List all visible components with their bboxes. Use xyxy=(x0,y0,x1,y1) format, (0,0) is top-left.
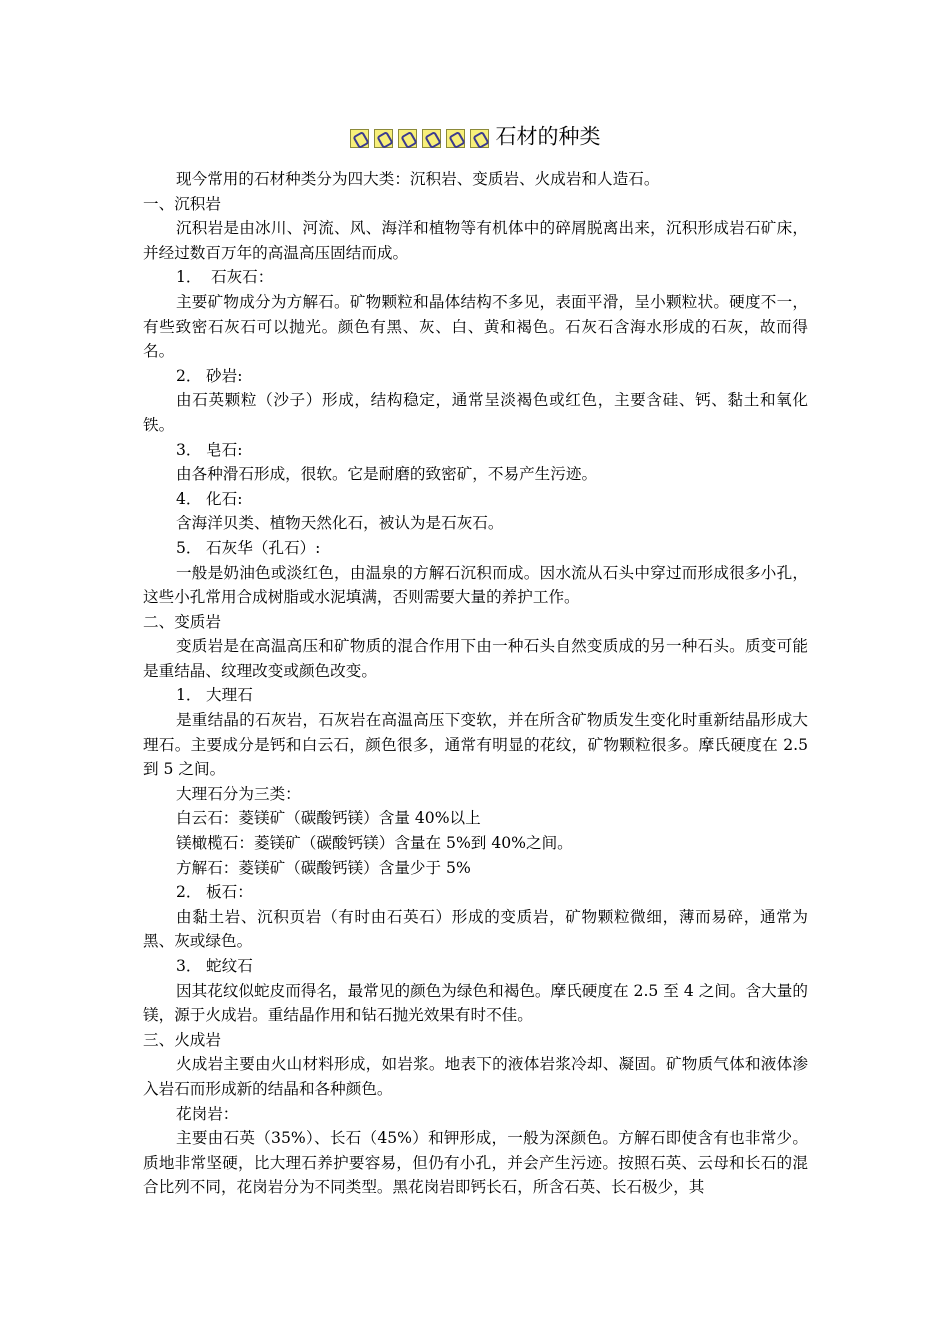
item-title: 砂岩: xyxy=(206,366,243,385)
item-desc-serpentine: 因其花纹似蛇皮而得名，最常见的颜色为绿色和褐色。摩氏硬度在 2.5 至 4 之间。含大量的镁，源于火成岩。重结晶作用和钻石抛光效果有时不佳。 xyxy=(143,981,808,1025)
item-desc-slate: 由黏土岩、沉积页岩（有时由石英石）形成的变质岩，矿物颗粒微细，薄而易碎，通常为黑、灰或绿色。 xyxy=(143,907,808,951)
item-title: 石灰华（孔石）: xyxy=(206,538,321,557)
item-desc-marble: 是重结晶的石灰岩，石灰岩在高温高压下变软，并在所含矿物质发生变化时重新结晶形成大理石。主要成分是钙和白云石，颜色很多，通常有明显的花纹，矿物颗粒很多。摩氏硬度在 2.5 到 5 之间。 xyxy=(143,711,808,779)
item-number: 4． xyxy=(176,489,202,508)
intro-paragraph: 现今常用的石材种类分为四大类：沉积岩、变质岩、火成岩和人造石。 xyxy=(176,170,660,188)
document-body xyxy=(143,167,808,1200)
marble-type-forsterite: 镁橄榄石：菱镁矿（碳酸钙镁）含量在 5%到 40%之间。 xyxy=(176,834,573,853)
item-heading-marble xyxy=(143,683,808,708)
section-desc-metamorphic: 变质岩是在高温高压和矿物质的混合作用下由一种石头自然变质成的另一种石头。质变可能是重结晶、纹理改变或颜色改变。 xyxy=(143,637,808,680)
item-title: 石灰石： xyxy=(210,268,274,287)
section-heading-metamorphic: 二、变质岩 xyxy=(143,612,221,631)
item-desc-sandstone: 由石英颗粒（沙子）形成，结构稳定，通常呈淡褐色或红色，主要含硅、钙、黏土和氧化铁。 xyxy=(143,391,808,434)
granite-desc: 主要由石英（35%）、长石（45%）和钾形成，一般为深颜色。方解石即使含有也非常少。质地非常坚硬，比大理石养护要容易，但仍有小孔，并会产生污迹。按照石英、云母和长石的混合比列不同，花岗岩分为不同类型。黑花岗岩即钙长石，所含石英、长石极少，其 xyxy=(143,1129,808,1197)
item-number: 3． xyxy=(176,440,202,459)
item-desc-limestone: 主要矿物成分为方解石。矿物颗粒和晶体结构不多见，表面平滑，呈小颗粒状。硬度不一，有些致密石灰石可以抛光。颜色有黑、灰、白、黄和褐色。石灰石含海水形成的石灰，故而得名。 xyxy=(143,292,808,361)
item-number: 1． xyxy=(176,686,202,705)
item-desc-soapstone: 由各种滑石形成，很软。它是耐磨的致密矿，不易产生污迹。 xyxy=(176,465,598,484)
item-heading-serpentine xyxy=(143,954,808,979)
section-heading-sedimentary: 一、沉积岩 xyxy=(143,194,221,213)
decorative-glyph-icon xyxy=(374,129,393,148)
document-title: 石材的种类 xyxy=(495,124,601,149)
item-number: 3． xyxy=(176,957,202,975)
item-heading-fossil xyxy=(143,487,808,512)
marble-types-title: 大理石分为三类： xyxy=(176,784,301,803)
granite-title: 花岗岩： xyxy=(176,1104,239,1123)
section-desc-igneous: 火成岩主要由火山材料形成，如岩浆。地表下的液体岩浆冷却、凝固。矿物质气体和液体渗入岩石而形成新的结晶和各种颜色。 xyxy=(143,1055,808,1098)
item-heading-limestone xyxy=(143,265,808,290)
decorative-glyph-icon xyxy=(398,129,417,148)
decorative-glyph-icon xyxy=(422,129,441,148)
item-heading-slate xyxy=(143,880,808,905)
marble-type-dolomite: 白云石：菱镁矿（碳酸钙镁）含量 40%以上 xyxy=(176,809,481,828)
section-desc-sedimentary: 沉积岩是由冰川、河流、风、海洋和植物等有机体中的碎屑脱离出来，沉积形成岩石矿床，并经过数百万年的高温高压固结而成。 xyxy=(143,219,808,262)
item-title: 板石： xyxy=(206,883,253,902)
item-title: 大理石 xyxy=(206,686,253,705)
title-icon-group xyxy=(350,122,494,152)
item-number: 5． xyxy=(176,538,202,557)
item-number: 2． xyxy=(176,366,202,385)
item-heading-soapstone xyxy=(143,438,808,463)
item-desc-travertine: 一般是奶油色或淡红色，由温泉的方解石沉积而成。因水流从石头中穿过而形成很多小孔，这些小孔常用合成树脂或水泥填满，否则需要大量的养护工作。 xyxy=(143,563,808,607)
section-heading-igneous: 三、火成岩 xyxy=(143,1030,221,1049)
item-title: 化石: xyxy=(206,489,243,508)
item-title: 皂石: xyxy=(206,440,243,459)
title-row xyxy=(0,120,950,152)
item-heading-sandstone xyxy=(143,364,808,389)
decorative-glyph-icon xyxy=(446,129,465,148)
item-number: 2． xyxy=(176,883,202,902)
marble-type-calcite: 方解石：菱镁矿（碳酸钙镁）含量少于 5% xyxy=(176,858,471,877)
item-number: 1． xyxy=(176,268,202,287)
item-heading-travertine xyxy=(143,536,808,561)
decorative-glyph-icon xyxy=(470,129,489,148)
decorative-glyph-icon xyxy=(350,129,369,148)
item-desc-fossil: 含海洋贝类、植物天然化石，被认为是石灰石。 xyxy=(176,514,504,533)
item-title: 蛇纹石 xyxy=(206,957,253,975)
